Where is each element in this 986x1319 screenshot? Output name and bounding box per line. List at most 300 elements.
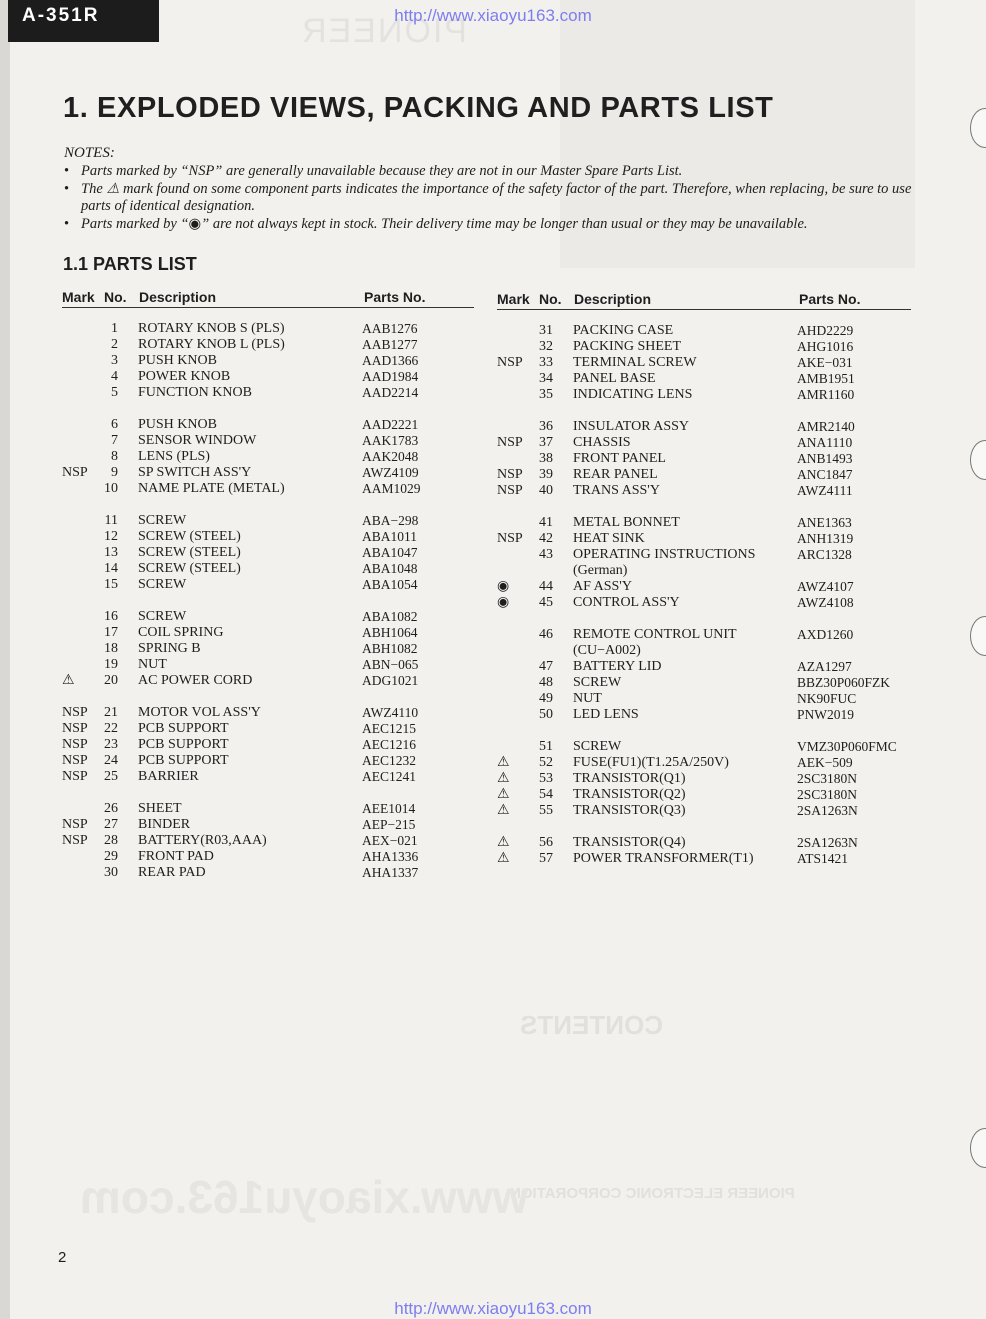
row-number: 15 [104,577,118,592]
table-row [62,353,474,369]
row-part-number: BBZ30P060FZK [797,675,891,690]
row-description [138,385,252,401]
table-row [497,467,911,483]
row-part-number: ANE1363 [797,515,852,530]
table-row [62,609,474,625]
row-number: 24 [104,753,118,768]
row-description-text: INDICATING LENS [573,387,693,402]
row-number: 6 [111,417,118,432]
row-part-number: AEC1215 [362,721,416,736]
row-description [573,419,689,435]
row-description-text: NUT [138,657,167,672]
row-description-text: SP SWITCH ASS'Y [138,465,252,480]
col-no-header: No. [539,291,562,307]
table-row [497,483,911,499]
row-number: 2 [111,337,118,352]
section-title: 1.1 PARTS LIST [63,254,197,274]
binder-hole [970,440,986,480]
row-number: 32 [539,339,553,354]
row-description [573,483,660,499]
row-part-number: 2SC3180N [797,771,858,786]
row-number: 19 [104,657,118,672]
row-description-text: POWER KNOB [138,369,231,384]
row-mark: NSP [497,483,523,498]
row-part-number: AWZ4109 [362,465,419,480]
row-number: 4 [111,369,118,384]
row-part-number: AAK1783 [362,433,419,448]
table-body [62,321,474,881]
row-description [573,339,681,355]
row-part-number: AHA1337 [362,865,419,880]
row-number: 25 [104,769,118,784]
row-description-text: HEAT SINK [573,531,645,546]
notes-list [64,163,914,234]
row-description [138,577,186,593]
row-description [573,435,631,451]
row-mark: NSP [497,435,523,450]
row-description-text: SCREW (STEEL) [138,561,241,576]
row-description [573,531,645,547]
row-mark: ⚠ [62,673,75,688]
table-row [62,481,474,497]
row-number: 52 [539,755,553,770]
bleed-through-contents: CONTENTS [520,1010,663,1040]
row-description [138,769,199,785]
row-part-number: PNW2019 [797,707,854,722]
binder-hole [970,1128,986,1168]
row-description [573,627,737,659]
table-row [62,801,474,817]
row-description [138,417,217,433]
row-number: 35 [539,387,553,402]
row-number: 34 [539,371,553,386]
row-mark: ◉ [497,579,510,594]
binder-hole [970,616,986,656]
table-row [62,337,474,353]
row-number: 44 [539,579,553,594]
row-part-number: AAD2221 [362,417,419,432]
row-mark: ◉ [497,595,510,610]
table-row [497,675,911,691]
row-description [573,851,754,867]
note-item [64,216,914,233]
row-part-number: AAD1984 [362,369,419,384]
table-row [62,529,474,545]
row-part-number: ABA1011 [362,529,418,544]
row-part-number: ABA1047 [362,545,418,560]
page-title: 1. EXPLODED VIEWS, PACKING AND PARTS LIST [63,92,774,124]
row-part-number: AEK−509 [797,755,853,770]
row-description-text: SCREW [573,675,622,690]
table-row [497,323,911,339]
row-description-text: SCREW [573,739,622,754]
row-part-number: AEC1232 [362,753,416,768]
table-row [62,577,474,593]
row-number: 55 [539,803,553,818]
row-mark: ⚠ [497,755,510,770]
row-number: 17 [104,625,118,640]
row-description-text: BATTERY LID [573,659,662,674]
row-mark: NSP [497,355,523,370]
row-number: 12 [104,529,118,544]
row-part-number: 2SA1263N [797,803,858,818]
row-description-text: FUSE(FU1)(T1.25A/250V) [573,755,729,770]
row-number: 28 [104,833,118,848]
row-part-number: ANH1319 [797,531,854,546]
table-row [62,625,474,641]
col-part-no-header: Parts No. [364,289,426,305]
table-row [497,515,911,531]
row-description-text: LENS (PLS) [138,449,210,464]
row-description [573,691,602,707]
row-description [573,387,692,403]
table-row [497,851,911,867]
table-row [62,673,474,689]
row-description-text: TRANSISTOR(Q1) [573,771,686,786]
row-description-text: TRANSISTOR(Q3) [573,803,686,818]
row-description-text: BARRIER [138,769,199,784]
row-number: 47 [539,659,553,674]
table-row [497,547,911,579]
table-row [497,835,911,851]
row-number: 31 [539,323,553,338]
row-description [138,529,241,545]
table-row [62,769,474,785]
table-row [62,433,474,449]
note-text: Parts marked by “NSP” are generally unavailable because they are not in our Master Spare Parts List. [81,163,683,179]
row-number: 14 [104,561,118,576]
row-number: 37 [539,435,553,450]
row-part-number: ANC1847 [797,467,853,482]
row-description [138,609,186,625]
table-row [497,787,911,803]
row-description-text: PCB SUPPORT [138,753,229,768]
binder-hole [970,108,986,148]
row-number: 39 [539,467,553,482]
table-row [62,545,474,561]
row-number: 53 [539,771,553,786]
row-description [138,481,285,497]
row-description [573,707,639,723]
row-description-text: REMOTE CONTROL UNIT [573,627,737,642]
row-part-number: AAM1029 [362,481,421,496]
row-description-text: SCREW [138,609,187,624]
bleed-through-brand: PIONEER [300,12,468,50]
table-row [62,737,474,753]
row-mark: ⚠ [497,771,510,786]
row-description [138,865,206,881]
table-row [497,531,911,547]
row-mark: NSP [62,769,88,784]
row-number: 48 [539,675,553,690]
row-part-number: AWZ4108 [797,595,854,610]
row-number: 11 [104,513,118,528]
page-edge-shadow [0,0,10,1319]
row-number: 18 [104,641,118,656]
row-description [573,467,658,483]
table-row [497,691,911,707]
table-row [497,707,911,723]
row-description [573,371,656,387]
notes-heading: NOTES: [64,145,115,161]
row-part-number: AAB1277 [362,337,418,352]
row-mark: NSP [62,737,88,752]
row-part-number: AAK2048 [362,449,419,464]
row-part-number: AEX−021 [362,833,418,848]
row-description [573,803,686,819]
row-description [138,449,210,465]
parts-table-right [497,290,911,867]
row-description [138,705,261,721]
row-description [573,451,666,467]
row-number: 43 [539,547,553,562]
row-number: 10 [104,481,118,496]
row-description [573,659,662,675]
row-part-number: AXD1260 [797,627,854,642]
row-number: 13 [104,545,118,560]
row-description-text: BATTERY(R03,AAA) [138,833,267,848]
row-part-number: ABH1064 [362,625,418,640]
table-row [62,705,474,721]
row-mark: ⚠ [497,851,510,866]
table-row [497,627,911,659]
row-description-text: COIL SPRING [138,625,224,640]
row-description-text: PCB SUPPORT [138,737,229,752]
row-description [138,849,214,865]
table-row [497,371,911,387]
row-description-text: SPRING B [138,641,201,656]
row-description [138,369,230,385]
table-row [62,817,474,833]
row-description [138,673,252,689]
row-description [138,465,251,481]
row-description [138,433,256,449]
row-part-number: AMR1160 [797,387,855,402]
table-row [62,465,474,481]
row-description-text: PCB SUPPORT [138,721,229,736]
row-mark: NSP [62,705,88,720]
row-part-number: AEE1014 [362,801,416,816]
note-item [64,181,914,215]
row-description [138,561,241,577]
source-url-top[interactable]: http://www.xiaoyu163.com [394,6,592,25]
row-description-text: FUNCTION KNOB [138,385,252,400]
row-mark: NSP [62,753,88,768]
row-description-text: NUT [573,691,602,706]
row-part-number: AHD2229 [797,323,854,338]
row-description [573,355,697,371]
table-header [497,290,911,310]
row-description-text: SCREW (STEEL) [138,529,241,544]
table-row [497,755,911,771]
row-part-number: ARC1328 [797,547,852,562]
row-part-number: ABA1048 [362,561,418,576]
table-row [497,419,911,435]
row-part-number: ABA1054 [362,577,418,592]
row-description-text: PACKING SHEET [573,339,681,354]
row-description-text: CHASSIS [573,435,631,450]
row-number: 29 [104,849,118,864]
row-part-number: AMB1951 [797,371,855,386]
table-row [497,771,911,787]
row-description [573,771,686,787]
row-description-text: LED LENS [573,707,639,722]
row-number: 7 [111,433,118,448]
note-text: The ⚠ mark found on some component parts indicates the importance of the safety factor of the part. Therefore, when replacing, be sure to use parts of identical designation. [81,181,912,214]
col-description-header: Description [574,291,652,307]
row-part-number: AWZ4111 [797,483,853,498]
row-part-number: AMR2140 [797,419,855,434]
row-number: 27 [104,817,118,832]
row-part-number: NK90FUC [797,691,857,706]
table-row [62,849,474,865]
row-description-text: METAL BONNET [573,515,680,530]
table-row [497,595,911,611]
row-number: 1 [111,321,118,336]
table-row [62,865,474,881]
row-number: 56 [539,835,553,850]
row-part-number: AAD1366 [362,353,419,368]
row-description-text: PANEL BASE [573,371,656,386]
table-row [497,739,911,755]
row-mark: NSP [497,467,523,482]
parts-table-left [62,288,474,881]
row-part-number: ATS1421 [797,851,849,866]
table-row [62,657,474,673]
row-description-text: SENSOR WINDOW [138,433,257,448]
row-description-text: MOTOR VOL ASS'Y [138,705,261,720]
row-description [573,755,729,771]
table-row [62,385,474,401]
table-row [62,449,474,465]
row-mark: NSP [497,531,523,546]
row-description-text: AC POWER CORD [138,673,253,688]
row-mark: NSP [62,833,88,848]
row-part-number: ABH1082 [362,641,418,656]
col-no-header: No. [104,289,127,305]
row-description-text: INSULATOR ASSY [573,419,690,434]
row-number: 54 [539,787,553,802]
row-number: 42 [539,531,553,546]
row-description [138,513,186,529]
row-part-number: ADG1021 [362,673,419,688]
row-description-text: TRANSISTOR(Q2) [573,787,686,802]
row-part-number: ABA−298 [362,513,419,528]
row-number: 38 [539,451,553,466]
row-description-text: FRONT PANEL [573,451,666,466]
row-description-text: AF ASS'Y [573,579,632,594]
table-row [497,387,911,403]
row-description [138,817,190,833]
row-description [573,835,686,851]
row-number: 9 [111,465,118,480]
row-part-number: AEC1241 [362,769,416,784]
table-row [62,561,474,577]
bleed-through-footer: PIONEER ELECTRONIC CORPORATION [510,1185,795,1202]
note-text: Parts marked by “◉” are not always kept in stock. Their delivery time may be longer than usual or they may be unavailable. [81,216,808,232]
row-number: 41 [539,515,553,530]
table-row [62,641,474,657]
row-description-text: NAME PLATE (METAL) [138,481,285,496]
page-number: 2 [58,1249,67,1266]
row-description-text: ROTARY KNOB L (PLS) [138,337,285,352]
row-description [138,321,285,337]
row-description-text: ROTARY KNOB S (PLS) [138,321,285,336]
row-description [573,675,621,691]
row-description [573,579,632,595]
row-part-number: AHG1016 [797,339,854,354]
row-description-text: POWER TRANSFORMER(T1) [573,851,754,866]
row-description [138,545,241,561]
row-number: 50 [539,707,553,722]
row-description [573,787,686,803]
table-row [62,833,474,849]
row-description-text: BINDER [138,817,191,832]
row-description [138,801,182,817]
table-row [497,659,911,675]
row-description-text: SCREW (STEEL) [138,545,241,560]
row-number: 51 [539,739,553,754]
row-number: 40 [539,483,553,498]
row-description-text: PUSH KNOB [138,417,217,432]
row-number: 26 [104,801,118,816]
row-number: 46 [539,627,553,642]
row-number: 3 [111,353,118,368]
row-number: 45 [539,595,553,610]
row-part-number: 2SA1263N [797,835,858,850]
row-description-text: TRANSISTOR(Q4) [573,835,686,850]
row-description-text: REAR PANEL [573,467,658,482]
row-description [573,595,680,611]
row-part-number: ANB1493 [797,451,853,466]
row-part-number: AZA1297 [797,659,852,674]
row-description-text: CONTROL ASS'Y [573,595,680,610]
row-number: 21 [104,705,118,720]
row-description [138,753,229,769]
row-description-text: PACKING CASE [573,323,674,338]
row-description [573,739,621,755]
bleed-through-url: www.xiaoyu163.com [80,1171,529,1223]
row-description [138,657,167,673]
row-part-number: AWZ4110 [362,705,419,720]
row-description [138,337,285,353]
table-row [497,339,911,355]
row-number: 5 [111,385,118,400]
row-number: 20 [104,673,118,688]
row-mark: NSP [62,817,88,832]
table-row [497,435,911,451]
row-description [138,737,229,753]
row-mark: ⚠ [497,835,510,850]
row-mark: ⚠ [497,803,510,818]
row-number: 8 [111,449,118,464]
row-description-text: REAR PAD [138,865,206,880]
table-row [62,369,474,385]
table-row [497,355,911,371]
row-description-text: SCREW [138,513,187,528]
row-part-number: AHA1336 [362,849,419,864]
col-description-header: Description [139,289,217,305]
row-mark: NSP [62,465,88,480]
table-header [62,288,474,308]
source-url-bottom[interactable]: http://www.xiaoyu163.com [394,1299,592,1318]
model-tab: A-351R [8,0,159,42]
row-part-number: AAB1276 [362,321,418,336]
table-row [62,721,474,737]
row-description-text: TERMINAL SCREW [573,355,697,370]
col-part-no-header: Parts No. [799,291,861,307]
row-description [138,721,229,737]
